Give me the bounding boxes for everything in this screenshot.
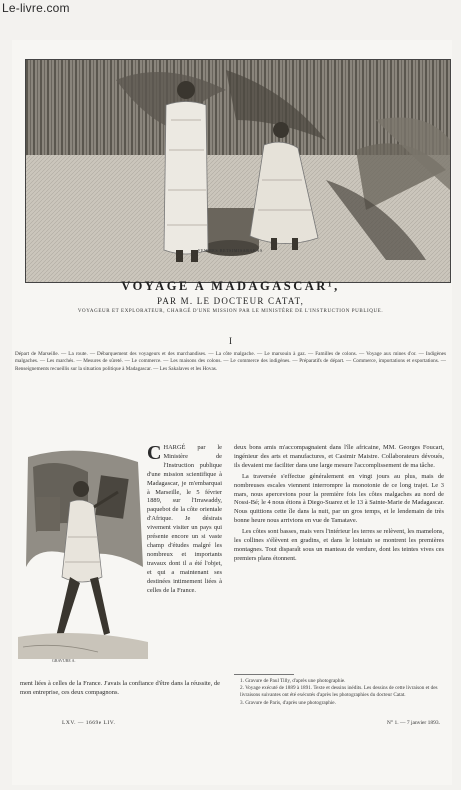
plate-caption: FEMMES BETSIMISARAKAS (198, 248, 263, 253)
figure-porter-illustration (18, 447, 148, 659)
drop-cap: C (147, 442, 162, 464)
column-left-continuation: ment liées à celles de la France. J'avais la confiance d'être dans la réussite, de mon entreprise, ces deux compagnons. (20, 680, 220, 696)
column-left-text (147, 444, 222, 595)
porter-engraving (18, 447, 148, 659)
article-title: VOYAGE A MADAGASCAR¹, (121, 279, 340, 293)
footnote-rule (234, 674, 294, 675)
figure-caption: GRAVURE A. (52, 658, 76, 663)
section-number: I (229, 336, 232, 346)
folio-right: N° 1. — 7 janvier 1893. (386, 720, 440, 726)
footnotes (234, 678, 444, 707)
article-byline: PAR M. LE DOCTEUR CATAT, (156, 296, 305, 306)
article-subtitle: VOYAGEUR ET EXPLORATEUR, CHARGÉ D'UNE MISSION PAR LE MINISTÈRE DE L'INSTRUCTION PUBLIQUE. (77, 309, 384, 314)
footnote: 2. Voyage exécuté de 1889 à 1891. Texte et dessins inédits. Les dessins de cette livraison et des livraisons suivantes ont été exécutés d'après les photographies du docteur Catat. (240, 685, 438, 699)
paragraph: Les côtes sont basses, mais vers l'intérieur les terres se relèvent, les mamelons, les collines s'élèvent en gradins, et dans le lointain se montrent les premières montagnes. Tout disparaît sous un manteau de verdure, dont les teintes vives ces premiers plans étonnent. (234, 528, 444, 562)
footnote: 3. Gravure de Paris, d'après une photographie. (240, 699, 336, 706)
chapter-summary: Départ de Marseille. — La route. — Débarquement des voyageurs et des marchandises. — La côte malgache. — Le marsouin à gaz. — Familles de colons. — Voyage aux mines d'or. — Indigènes malgaches. — Les marchés. — Mesures de sûreté. — Le commerce. — Les maisons des colons. — Le commerce des indigènes. — Préparatifs de départ. — Commerce, importations et exportations. — Renseignements recueillis sur la situation politique à Madagascar. — Les Sakalaves et les Hovas. (15, 351, 446, 372)
folio-left: LXV. — 1669e LIV. (62, 720, 116, 726)
column-left-body: HARGÉ par le Ministère de l'Instruction publique d'une mission scientifique à Madagascar, je m'embarquai à Marseille, le 5 février 1889, sur l'Irrawaddy, paquebot de la côte orientale d'Afrique. Je désirais vivement visiter un pays qui présente encore un si vaste champ d'études malgré les nombreux et importants travaux dont il a été l'objet, et qui a maintenant ses destinées intimement liées à celles de la France. (147, 444, 222, 594)
paragraph: deux bons amis m'accompagnaient dans l'île africaine, MM. Georges Foucart, ingénieur des arts et manufactures, et Casimir Maistre. Collaborateurs dévoués, ils devaient me faciliter dans une large mesure l'accomplissement de ma tâche. (234, 444, 444, 469)
column-right-text (234, 444, 444, 566)
footnote: 1. Gravure de Paul Tilly, d'après une photographie. (240, 678, 346, 684)
paragraph: La traversée s'effectue généralement en vingt jours au plus, mais de nombreuses escales viennent interrompre la monotonie de ce long trajet. Le 3 mars, nous apercevions pour la première fois les côtes malgaches au nord de Nossi-Bé; le 4 nous étions à Diego-Suarez et le 13 à Sainte-Marie de Madagascar. Nous quittions cette île dans la nuit, par un gros temps, et le lendemain de très bonne heure nous arrivions en vue de Tamatave. (234, 472, 444, 525)
site-watermark: Le-livre.com (2, 1, 70, 15)
